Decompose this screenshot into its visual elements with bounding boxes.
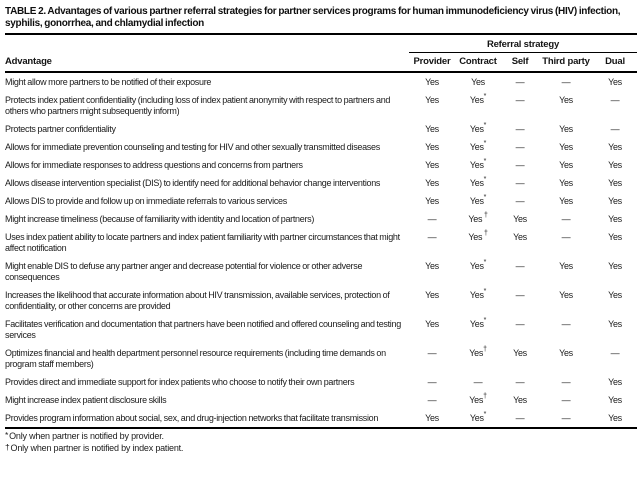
value-cell-contract: Yes† [469,345,487,358]
advantage-cell: Allows disease intervention specialist (DIS) to identify need for additional behavior change interventions [5,177,381,188]
value-cell-third-party: Yes [559,347,573,358]
value-cell-self: — [515,412,525,423]
value-cell-provider: — [427,347,437,358]
value-cell-provider: — [427,394,437,405]
footnote-reference-marker: * [483,175,487,183]
value-cell-third-party: — [561,394,571,405]
value-cell-third-party: — [561,213,571,224]
table-row [5,391,637,409]
advantage-cell: Might increase index patient disclosure skills [5,394,167,405]
footnote-text: Only when partner is notified by provider. [9,431,164,441]
value-cell-provider: Yes [425,177,439,188]
value-cell-contract: Yes† [469,392,487,405]
footnote-reference-marker: * [483,258,487,266]
advantage-cell: Provides program information about social, sex, and drug-injection networks that facilitate transmission [5,412,379,423]
value-cell-self: — [515,159,525,170]
value-cell-dual: Yes [608,376,622,387]
value-cell-third-party: — [561,412,571,423]
column-header-provider: Provider [409,53,455,73]
value-cell-provider: Yes [425,195,439,206]
table-row [5,257,637,286]
advantage-cell: Might enable DIS to defuse any partner anger and decrease potential for violence or other adverse consequences [5,260,363,282]
value-cell-third-party: Yes [559,260,573,271]
column-header-dual: Dual [593,53,637,73]
table-row [5,72,637,91]
table-row [5,174,637,192]
value-cell-provider: Yes [425,412,439,423]
footnote-reference-marker: * [483,121,487,129]
value-cell-provider: — [427,231,437,242]
table-row [5,210,637,228]
value-cell-dual: Yes [608,231,622,242]
value-cell-contract: Yes † [468,229,488,242]
value-cell-self: — [515,177,525,188]
value-cell-third-party: — [561,76,571,87]
value-cell-third-party: Yes [559,94,573,105]
advantage-cell: Uses index patient ability to locate partners and index patient familiarity with partner circumstances that might affect notification [5,231,400,253]
value-cell-contract: Yes* [469,175,487,188]
value-cell-self: — [515,195,525,206]
value-cell-third-party: — [561,231,571,242]
table-title: TABLE 2. Advantages of various partner referral strategies for partner services programs for human immunodeficiency virus (HIV) infection, syphilis, gonorrhea, and chlamydial infection [5,6,637,35]
value-cell-dual: Yes [608,289,622,300]
column-header-row [5,53,637,73]
value-cell-provider: Yes [425,260,439,271]
value-cell-third-party: Yes [559,123,573,134]
advantage-cell: Optimizes financial and health department personnel resource requirements (including time demands on program staff members) [5,347,386,369]
column-header-contract: Contract [455,53,501,73]
value-cell-self: Yes [513,347,527,358]
column-header-third-party: Third party [539,53,593,73]
table-row [5,138,637,156]
advantage-cell: Might allow more partners to be notified of their exposure [5,76,212,87]
footnote-reference-marker: * [483,316,487,324]
value-cell-provider: Yes [425,159,439,170]
advantage-cell: Protects index patient confidentiality (including loss of index patient anonymity with respect to partners and others who partners might subsequently inform) [5,94,391,116]
advantage-cell: Allows for immediate prevention counseling and testing for HIV and other sexually transmitted diseases [5,141,380,152]
table-row [5,344,637,373]
value-cell-third-party: Yes [559,177,573,188]
table-row [5,409,637,428]
value-cell-dual: Yes [608,159,622,170]
value-cell-third-party: Yes [559,141,573,152]
advantage-cell: Allows for immediate responses to address questions and concerns from partners [5,159,303,170]
value-cell-third-party: — [561,376,571,387]
value-cell-third-party: Yes [559,289,573,300]
value-cell-self: — [515,318,525,329]
value-cell-provider: — [427,213,437,224]
value-cell-dual: Yes [608,318,622,329]
value-cell-self: — [515,260,525,271]
footnote-asterisk [5,431,637,443]
value-cell-dual: Yes [608,213,622,224]
value-cell-contract: Yes* [469,193,487,206]
table-row [5,156,637,174]
value-cell-provider: Yes [425,141,439,152]
value-cell-dual: Yes [608,412,622,423]
value-cell-contract: Yes † [468,211,488,224]
value-cell-provider: Yes [425,318,439,329]
footnote-dagger [5,443,637,455]
footnote-reference-marker: † [483,392,487,400]
value-cell-contract: Yes* [469,287,487,300]
table-row [5,228,637,257]
advantage-cell: Provides direct and immediate support for index patients who choose to notify their own partners [5,376,355,387]
advantages-table [5,35,637,429]
value-cell-provider: — [427,376,437,387]
value-cell-contract: Yes* [469,157,487,170]
footnote-marker: † [5,441,10,452]
value-cell-contract: Yes* [469,92,487,105]
value-cell-dual: Yes [608,260,622,271]
value-cell-dual: — [610,94,620,105]
value-cell-contract: Yes* [469,316,487,329]
value-cell-self: Yes [513,231,527,242]
group-header-spacer [5,35,409,53]
footnote-reference-marker: † [484,211,488,219]
value-cell-dual: Yes [608,195,622,206]
value-cell-third-party: Yes [559,159,573,170]
advantage-cell: Might increase timeliness (because of familiarity with identity and location of partners) [5,213,315,224]
value-cell-self: — [515,376,525,387]
value-cell-contract: Yes* [469,139,487,152]
table-row [5,120,637,138]
value-cell-self: — [515,76,525,87]
footnote-reference-marker: † [483,345,487,353]
advantage-cell: Increases the likelihood that accurate information about HIV transmission, available services, protection of confidentiality, or other concerns are provided [5,289,390,311]
value-cell-self: — [515,141,525,152]
value-cell-provider: Yes [425,289,439,300]
value-cell-self: — [515,123,525,134]
value-cell-contract: Yes* [469,258,487,271]
value-cell-provider: Yes [425,76,439,87]
footnote-reference-marker: * [483,410,487,418]
group-header-row [5,35,637,53]
column-header-advantage: Advantage [5,53,409,73]
footnote-reference-marker: * [483,92,487,100]
value-cell-dual: Yes [608,76,622,87]
value-cell-self: — [515,289,525,300]
value-cell-dual: Yes [608,141,622,152]
table-body [5,72,637,428]
advantage-cell: Protects partner confidentiality [5,123,116,134]
table-row [5,373,637,391]
footnote-reference-marker: * [483,193,487,201]
footnote-marker: * [5,430,9,440]
value-cell-third-party: — [561,318,571,329]
value-cell-dual: — [610,347,620,358]
footnote-reference-marker: † [484,229,488,237]
value-cell-provider: Yes [425,123,439,134]
value-cell-dual: — [610,123,620,134]
advantage-cell: Facilitates verification and documentation that partners have been notified and offered counseling and testing services [5,318,401,340]
value-cell-provider: Yes [425,94,439,105]
value-cell-self: Yes [513,213,527,224]
value-cell-contract: Yes* [469,410,487,423]
footnote-reference-marker: * [483,157,487,165]
advantage-cell: Allows DIS to provide and follow up on immediate referrals to various services [5,195,287,206]
value-cell-dual: Yes [608,177,622,188]
table-row [5,192,637,210]
value-cell-contract: Yes* [469,121,487,134]
value-cell-contract: Yes [471,76,485,87]
footnote-reference-marker: * [483,287,487,295]
table-row [5,286,637,315]
value-cell-self: Yes [513,394,527,405]
footnote-text: Only when partner is notified by index patient. [10,442,184,453]
table-row [5,91,637,120]
table-row [5,315,637,344]
value-cell-contract: — [473,376,483,387]
footnotes [5,429,637,454]
column-header-self: Self [501,53,539,73]
value-cell-dual: Yes [608,394,622,405]
value-cell-third-party: Yes [559,195,573,206]
value-cell-self: — [515,94,525,105]
group-header-referral-strategy: Referral strategy [409,35,637,53]
footnote-reference-marker: * [483,139,487,147]
